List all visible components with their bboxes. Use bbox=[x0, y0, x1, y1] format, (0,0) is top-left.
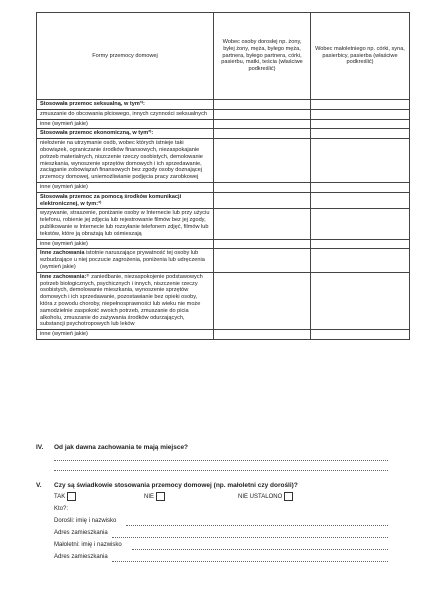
adult-cell[interactable] bbox=[214, 239, 311, 249]
header-adult: Wobec osoby dorosłej np. żony, byłej żony, męża, byłego męża, partnera, byłego partnera, córki, pasierbu, matki, teścia (właściwe podkreślić) bbox=[214, 13, 311, 100]
section-v-question: Czy są świadkowie stosowania przemocy domowej (np. małoletni czy dorośli)? bbox=[54, 482, 298, 489]
row-text: ³⁾ zaniedbanie, niezaspokojenie podstawowych potrzeb biologicznych, psychicznych i innych, niszczenie rzeczy osobistych, demolowanie mieszkania, wynoszenie sprzętów domowych i ich sprzedawanie, pozostawianie bez opieki osoby, która z powodu choroby, niepełnosprawności lub wieku nie może samodzielnie zaspokoić swoich potrzeb, zmuszanie do picia alkoholu, zmuszanie do zażywania środków odurzających, substancji psychotropowych lub leków bbox=[40, 273, 203, 328]
option-nie-label: NIE bbox=[144, 493, 155, 500]
row-lead: Inne zachowania bbox=[40, 250, 85, 257]
adult-cell[interactable] bbox=[214, 182, 311, 192]
minors-address-field[interactable] bbox=[112, 561, 388, 562]
minor-cell[interactable] bbox=[311, 239, 410, 249]
row-description: wyzywanie, straszenie, poniżanie osoby w Internecie lub przy użyciu telefonu, robienie jej zdjęcia lub rejestrowanie filmów bez jej zgody, publikowanie w Internecie lub rozsyłanie telefonem zdjęć, filmów lub tekstów, które ją obrażają lub ośmieszają bbox=[37, 209, 214, 239]
option-tak-label: TAK bbox=[54, 493, 66, 500]
row-description: niełożenie na utrzymanie osób, wobec których istnieje taki obowiązek, ograniczanie środków finansowych, niezaspokajanie potrzeb materialnych, niszczenie rzeczy osobistych, demolowanie mieszkania, wynoszenie sprzętów domowych i ich sprzedawanie, zaciąganie zobowiązań finansowych bez zgody osoby doznającej przemocy domowej, uniemożliwianie podjęcia pracy zarobkowej bbox=[37, 139, 214, 183]
table-header-row bbox=[37, 13, 410, 100]
table-row bbox=[37, 192, 410, 209]
adult-cell[interactable] bbox=[214, 272, 311, 329]
option-nie-ustalono-label: NIE USTALONO bbox=[238, 493, 283, 500]
row-description: Stosowała przemoc ekonomiczną, w tym³⁾: bbox=[37, 129, 214, 139]
table-row bbox=[37, 109, 410, 119]
minor-cell[interactable] bbox=[311, 129, 410, 139]
minor-cell[interactable] bbox=[311, 109, 410, 119]
header-minor: Wobec małoletniego np. córki, syna, pasierbicy, pasierba (właściwe podkreślić) bbox=[311, 13, 410, 100]
section-iv-answer-line-1[interactable] bbox=[54, 460, 388, 461]
table-row bbox=[37, 129, 410, 139]
checkbox-nie[interactable] bbox=[156, 492, 165, 501]
row-description bbox=[37, 249, 214, 272]
minor-cell[interactable] bbox=[311, 182, 410, 192]
row-description: inne (wymień jakie) bbox=[37, 119, 214, 129]
option-nie[interactable] bbox=[144, 492, 165, 501]
table-row bbox=[37, 139, 410, 183]
minor-cell[interactable] bbox=[311, 209, 410, 239]
adult-cell[interactable] bbox=[214, 119, 311, 129]
adults-name-field[interactable] bbox=[126, 525, 388, 526]
minors-name-label: Małoletni: imię i nazwisko bbox=[54, 542, 122, 548]
minor-cell[interactable] bbox=[311, 330, 410, 340]
checkbox-nie-ustalono[interactable] bbox=[284, 492, 293, 501]
adult-cell[interactable] bbox=[214, 100, 311, 110]
adult-cell[interactable] bbox=[214, 249, 311, 272]
row-description: Stosowała przemoc za pomocą środków komunikacji elektronicznej, w tym:³⁾ bbox=[37, 192, 214, 209]
adult-cell[interactable] bbox=[214, 129, 311, 139]
minor-cell[interactable] bbox=[311, 119, 410, 129]
who-label: Kto?: bbox=[54, 506, 69, 512]
adults-address-label: Adres zamieszkania bbox=[54, 530, 108, 536]
minor-cell[interactable] bbox=[311, 272, 410, 329]
table-row bbox=[37, 182, 410, 192]
adult-cell[interactable] bbox=[214, 192, 311, 209]
table-row bbox=[37, 209, 410, 239]
minor-cell[interactable] bbox=[311, 139, 410, 183]
checkbox-tak[interactable] bbox=[67, 492, 76, 501]
minors-name-field[interactable] bbox=[132, 549, 388, 550]
adult-cell[interactable] bbox=[214, 109, 311, 119]
adult-cell[interactable] bbox=[214, 209, 311, 239]
minor-cell[interactable] bbox=[311, 249, 410, 272]
table-row bbox=[37, 119, 410, 129]
table-row bbox=[37, 330, 410, 340]
adults-name-label: Dorośli: imię i nazwisko bbox=[54, 518, 117, 524]
option-tak[interactable] bbox=[54, 492, 76, 501]
row-description: inne (wymień jakie) bbox=[37, 239, 214, 249]
section-iv-number: IV. bbox=[36, 444, 44, 451]
minors-address-label: Adres zamieszkania bbox=[54, 554, 108, 560]
option-nie-ustalono[interactable] bbox=[238, 492, 293, 501]
header-forms: Formy przemocy domowej bbox=[37, 13, 214, 100]
table-row bbox=[37, 272, 410, 329]
row-lead: Inne zachowania: bbox=[40, 273, 87, 280]
section-v-number: V. bbox=[36, 482, 42, 489]
row-text: istotnie naruszające prywatność tej osoby lub wzbudzające u niej poczucie zagrożenia, poniżenia lub udręczenia (wymień jakie) bbox=[40, 250, 205, 270]
adult-cell[interactable] bbox=[214, 330, 311, 340]
row-description: inne (wymień jakie) bbox=[37, 182, 214, 192]
violence-forms-table bbox=[36, 12, 410, 340]
row-description bbox=[37, 272, 214, 329]
row-description: Stosowała przemoc seksualną, w tym³⁾: bbox=[37, 100, 214, 110]
section-iv-question: Od jak dawna zachowania te mają miejsce? bbox=[54, 444, 189, 451]
row-description: inne (wymień jakie) bbox=[37, 330, 214, 340]
table-row bbox=[37, 239, 410, 249]
table-row bbox=[37, 249, 410, 272]
section-iv-answer-line-2[interactable] bbox=[54, 470, 388, 471]
table-row bbox=[37, 100, 410, 110]
adults-address-field[interactable] bbox=[112, 537, 388, 538]
row-description: zmuszanie do obcowania płciowego, innych czynności seksualnych bbox=[37, 109, 214, 119]
minor-cell[interactable] bbox=[311, 192, 410, 209]
minor-cell[interactable] bbox=[311, 100, 410, 110]
adult-cell[interactable] bbox=[214, 139, 311, 183]
